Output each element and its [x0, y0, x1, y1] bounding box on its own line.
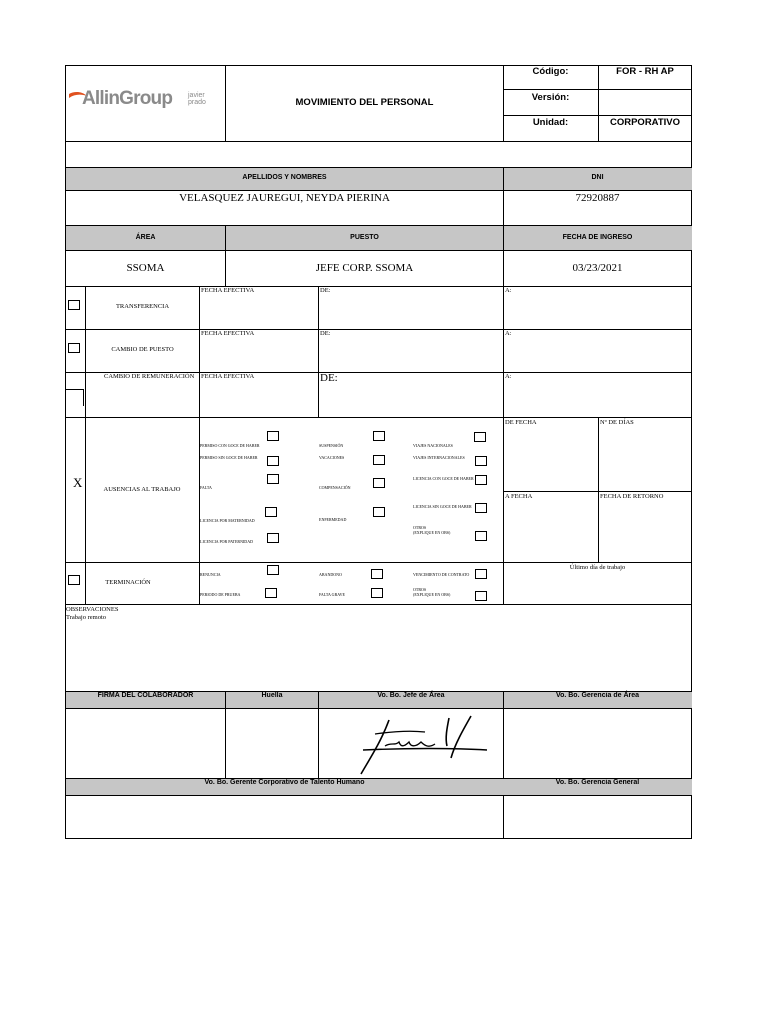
observaciones-label: OBSERVACIONES — [66, 606, 119, 613]
ausencias-otros-line1: OTROS — [413, 525, 427, 530]
unidad-label: Unidad: — [532, 117, 569, 128]
logo-subtext: javier prado — [188, 92, 206, 106]
employee-area: SSOMA — [126, 262, 165, 274]
ausencias-otros-checkbox[interactable] — [475, 531, 487, 541]
codigo-value: FOR - RH AP — [616, 66, 674, 77]
transferencia-checkbox[interactable] — [68, 300, 80, 310]
ausencias-x-mark[interactable]: X — [73, 475, 83, 490]
vacaciones-label: VACACIONES — [319, 455, 345, 460]
vobo-gerente-talento-header: Vo. Bo. Gerente Corporativo de Talento Humano — [204, 779, 365, 786]
firma-colaborador-header: FIRMA DEL COLABORADOR — [97, 692, 194, 699]
names-header: APELLIDOS Y NOMBRES — [242, 174, 327, 181]
terminacion-checkbox[interactable] — [68, 575, 80, 585]
logo-text: AllinGroup — [82, 88, 173, 109]
cambio-remuneracion-fecha-label: FECHA EFECTIVA — [201, 373, 255, 380]
periodo-prueba-checkbox[interactable] — [265, 588, 277, 598]
puesto-header: PUESTO — [350, 234, 379, 241]
num-dias-label: Nº DE DÍAS — [600, 419, 634, 426]
compensacion-label: COMPENSACIÓN — [319, 485, 351, 490]
falta-grave-label: FALTA GRAVE — [319, 592, 345, 597]
form-title: MOVIMIENTO DEL PERSONAL — [295, 97, 434, 108]
jefe-area-signature — [355, 712, 495, 778]
employee-puesto: JEFE CORP. SSOMA — [315, 262, 414, 274]
licencia-paternidad-checkbox[interactable] — [267, 533, 279, 543]
fecha-ingreso-header: FECHA DE INGRESO — [562, 234, 633, 241]
terminacion-otros-line2: (EXPLIQUE EN OBS) — [413, 591, 451, 597]
ausencias-otros-line2: (EXPLIQUE EN OBS) — [413, 529, 451, 535]
ausencias-otros-label — [413, 526, 450, 535]
licencia-sin-goce-checkbox[interactable] — [475, 503, 487, 513]
employee-name: VELASQUEZ JAUREGUI, NEYDA PIERINA — [179, 192, 390, 204]
vobo-gerencia-general-header: Vo. Bo. Gerencia General — [555, 779, 640, 786]
cambio-remuneracion-a-label: A: — [505, 373, 512, 380]
huella-header: Huella — [261, 692, 283, 699]
a-fecha-label: A FECHA — [505, 493, 533, 500]
falta-checkbox[interactable] — [267, 474, 279, 484]
ultimo-dia-label: Último día de trabajo — [569, 564, 626, 571]
suspension-checkbox[interactable] — [373, 431, 385, 441]
licencia-paternidad-label: LICENCIA POR PATERNIDAD — [200, 539, 253, 544]
terminacion-label: TERMINACIÓN — [105, 579, 151, 586]
vencimiento-checkbox[interactable] — [475, 569, 487, 579]
vencimiento-label: VENCIMIENTO DE CONTRATO — [413, 572, 470, 577]
dni-header: DNI — [591, 174, 604, 181]
transferencia-a-label: A: — [505, 287, 512, 294]
area-header: ÁREA — [135, 234, 156, 241]
cambio-puesto-checkbox[interactable] — [68, 343, 80, 353]
falta-label: FALTA — [200, 485, 212, 490]
vacaciones-checkbox[interactable] — [373, 455, 385, 465]
employee-dni: 72920887 — [575, 192, 620, 204]
viajes-internacionales-checkbox[interactable] — [475, 456, 487, 466]
renuncia-label: RENUNCIA — [200, 572, 221, 577]
enfermedad-checkbox[interactable] — [373, 507, 385, 517]
cambio-puesto-a-label: A: — [505, 330, 512, 337]
permiso-con-goce-label: PERMISO CON GOCE DE HABER — [200, 443, 260, 448]
de-fecha-label: DE FECHA — [505, 419, 537, 426]
observaciones-text[interactable]: Trabajo remoto — [66, 614, 107, 621]
terminacion-otros-line1: OTROS — [413, 587, 427, 592]
compensacion-checkbox[interactable] — [373, 478, 385, 488]
codigo-label: Código: — [532, 66, 569, 77]
terminacion-otros-label — [413, 588, 450, 597]
permiso-sin-goce-checkbox[interactable] — [267, 456, 279, 466]
abandono-label: ABANDONO — [319, 572, 342, 577]
transferencia-label: TRANSFERENCIA — [115, 303, 170, 310]
periodo-prueba-label: PERIODO DE PRUEBA — [200, 592, 241, 597]
licencia-con-goce-checkbox[interactable] — [475, 475, 487, 485]
fecha-retorno-label: FECHA DE RETORNO — [600, 493, 664, 500]
employee-fecha-ingreso: 03/23/2021 — [572, 262, 623, 274]
cambio-puesto-label: CAMBIO DE PUESTO — [111, 346, 174, 353]
licencia-maternidad-checkbox[interactable] — [265, 507, 277, 517]
licencia-sin-goce-label: LICENCIA SIN GOCE DE HABER — [413, 504, 472, 509]
cambio-puesto-de-label: DE: — [320, 330, 331, 337]
ausencias-label: AUSENCIAS AL TRABAJO — [103, 486, 181, 493]
cambio-remuneracion-label: CAMBIO DE REMUNERACIÓN — [104, 373, 195, 380]
abandono-checkbox[interactable] — [371, 569, 383, 579]
transferencia-de-label: DE: — [320, 287, 331, 294]
cambio-remuneracion-checkbox[interactable] — [66, 389, 84, 406]
terminacion-otros-checkbox[interactable] — [475, 591, 487, 601]
suspension-label: SUSPENSIÓN — [319, 443, 344, 448]
vobo-gerencia-area-header: Vo. Bo. Gerencia de Área — [555, 692, 640, 699]
viajes-nacionales-checkbox[interactable] — [474, 432, 486, 442]
viajes-nacionales-label: VIAJES NACIONALES — [413, 443, 453, 448]
permiso-sin-goce-label: PERMISO SIN GOCE DE HABER — [200, 455, 258, 460]
unidad-value: CORPORATIVO — [609, 117, 681, 128]
renuncia-checkbox[interactable] — [267, 565, 279, 575]
licencia-con-goce-label: LICENCIA CON GOCE DE HABER — [413, 476, 474, 481]
company-logo — [68, 84, 224, 120]
cambio-puesto-fecha-label: FECHA EFECTIVA — [201, 330, 255, 337]
transferencia-fecha-label: FECHA EFECTIVA — [201, 287, 255, 294]
permiso-con-goce-checkbox[interactable] — [267, 431, 279, 441]
cambio-remuneracion-de-label: DE: — [320, 372, 338, 384]
enfermedad-label: ENFERMEDAD — [319, 517, 347, 522]
version-label: Versión: — [531, 92, 570, 103]
licencia-maternidad-label: LICENCIA POR MATERNIDAD — [200, 518, 255, 523]
falta-grave-checkbox[interactable] — [371, 588, 383, 598]
viajes-internacionales-label: VIAJES INTERNACIONALES — [413, 455, 465, 460]
vobo-jefe-area-header: Vo. Bo. Jefe de Área — [377, 692, 445, 699]
